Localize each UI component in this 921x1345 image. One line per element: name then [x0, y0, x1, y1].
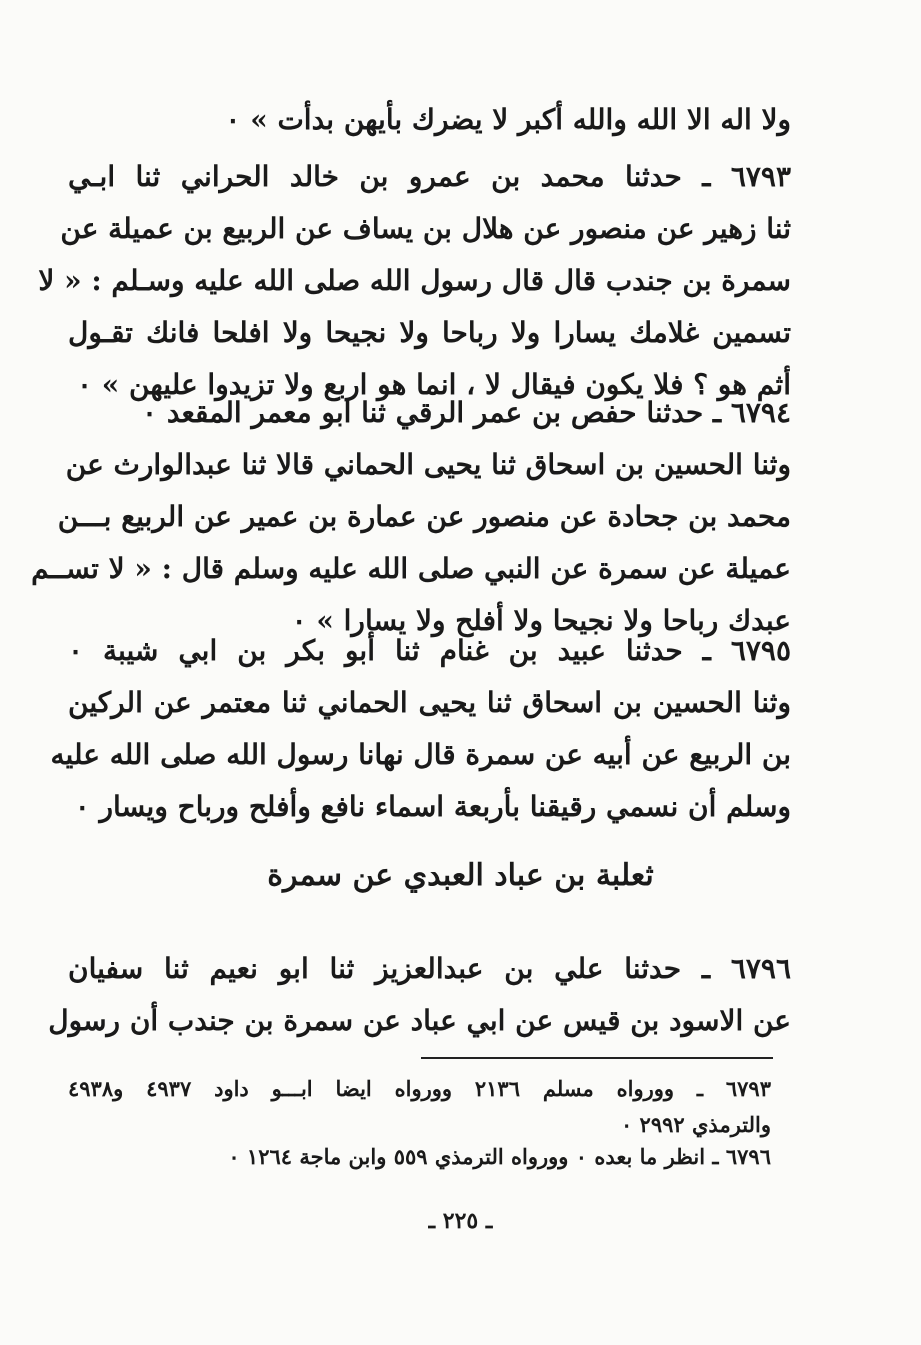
text-line: وثنا الحسين بن اسحاق ثنا يحيى الحماني قالا ثنا عبدالوارث عن: [65, 448, 791, 481]
text-line: تسمين غلامك يسارا ولا رباحا ولا نجيحا ولا افلحا فانك تقـول: [68, 316, 791, 349]
text-line: عن الاسود بن قيس عن ابي عباد عن سمرة بن جندب أن رسول: [48, 1004, 791, 1037]
footnote-line: ٦٧٩٣ ـ وورواه مسلم ٢١٣٦ وورواه ايضا ابـــو داود ٤٩٣٧ و٤٩٣٨: [68, 1076, 771, 1101]
footnote-6793: [68, 1071, 771, 1143]
text-line: ٦٧٩٥ ـ حدثنا عبيد بن غنام ثنا أبو بكر بن ابي شيبة ٠: [68, 634, 791, 667]
text-line: ولا اله الا الله والله أكبر لا يضرك بأيهن بدأت » ٠: [225, 103, 791, 136]
footnote-line: والترمذي ٢٩٩٢ ٠: [620, 1112, 771, 1137]
text-line: ثنا زهير عن منصور عن هلال بن يساف عن الربيع بن عميلة عن: [60, 212, 791, 245]
hadith-6795: [50, 625, 791, 833]
text-line: ٦٧٩٦ ـ حدثنا علي بن عبدالعزيز ثنا ابو نعيم ثنا سفيان: [68, 952, 791, 985]
footnote-6796: [68, 1139, 771, 1175]
text-line: وسلم أن نسمي رقيقنا بأربعة اسماء نافع وأفلح ورباح ويسار ٠: [74, 790, 791, 823]
hadith-6796: [48, 943, 791, 1047]
hadith-6793: [38, 151, 791, 411]
text-line: وثنا الحسين بن اسحاق ثنا يحيى الحماني ثنا معتمر عن الركين: [68, 686, 791, 719]
text-line: محمد بن جحادة عن منصور عن عمارة بن عمير عن الربيع بـــن: [57, 500, 791, 533]
section-heading: ثعلبة بن عباد العبدي عن سمرة: [267, 858, 654, 893]
footnote-divider: [421, 1057, 773, 1059]
text-line: سمرة بن جندب قال قال رسول الله صلى الله عليه وسـلم : « لا: [38, 264, 791, 297]
text-line: عميلة عن سمرة عن النبي صلى الله عليه وسلم قال : « لا تســم: [31, 552, 791, 585]
hadith-6794: [31, 387, 791, 647]
text-line: ٦٧٩٣ ـ حدثنا محمد بن عمرو بن خالد الحراني ثنا ابـي: [68, 160, 791, 193]
footnote-line: ٦٧٩٦ ـ انظر ما بعده ٠ وورواه الترمذي ٥٥٩ وابن ماجة ١٢٦٤ ٠: [228, 1144, 771, 1169]
text-line: بن الربيع عن أبيه عن سمرة قال نهانا رسول الله صلى الله عليه: [50, 738, 791, 771]
page-number: ـ ٢٢٥ ـ: [428, 1208, 493, 1234]
opening-paragraph: [68, 94, 791, 146]
text-line: عبدك رباحا ولا نجيحا ولا أفلح ولا يسارا » ٠: [291, 604, 791, 637]
text-line: أثم هو ؟ فلا يكون فيقال لا ، انما هو اربع ولا تزيدوا عليهن » ٠: [76, 368, 791, 401]
text-line: ٦٧٩٤ ـ حدثنا حفص بن عمر الرقي ثنا ابو معمر المقعد ٠: [142, 396, 791, 429]
